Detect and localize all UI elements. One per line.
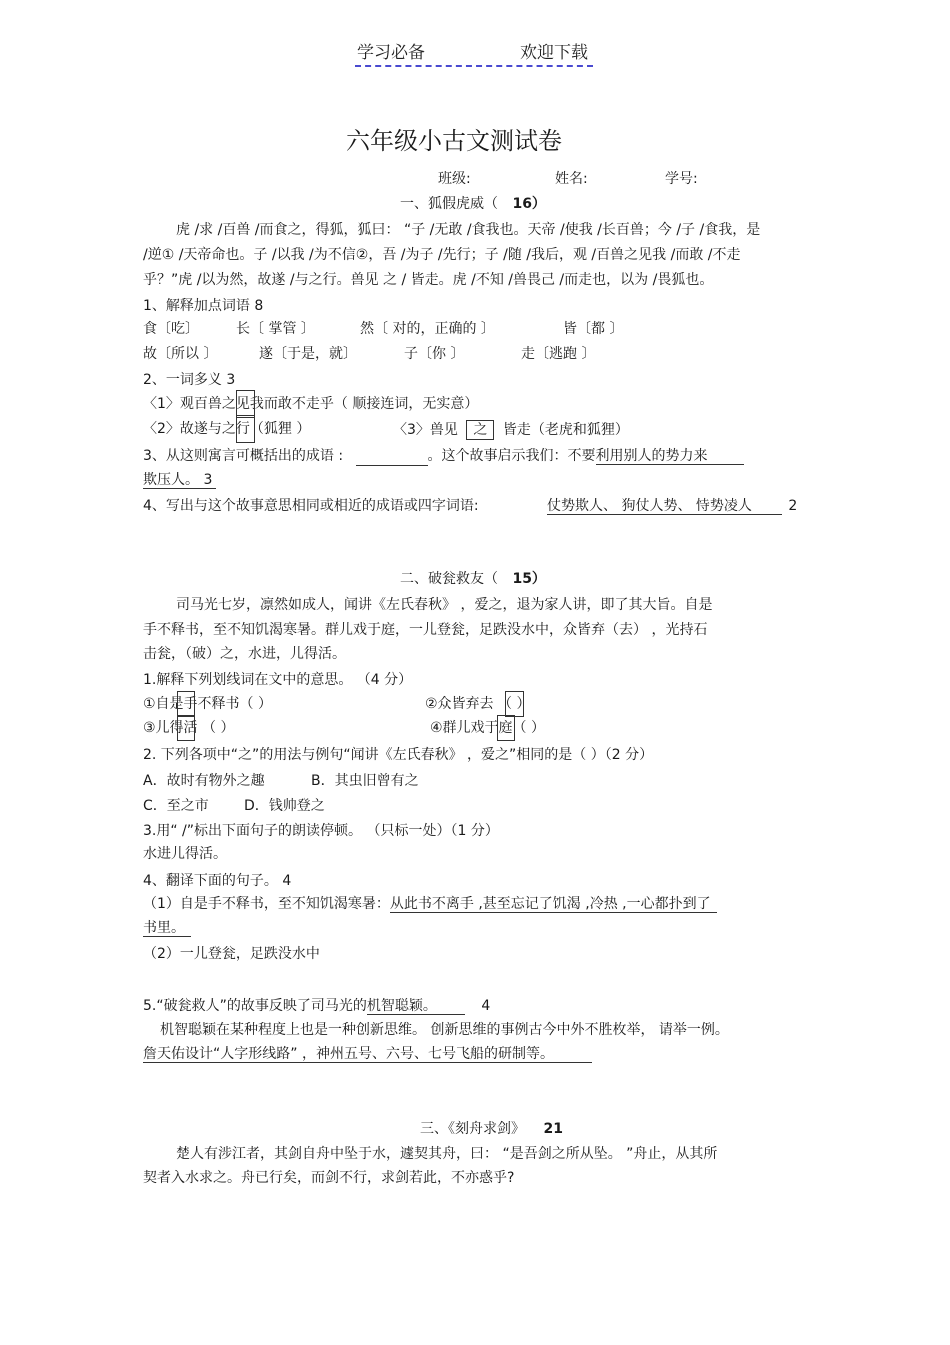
section2-para-line2: 手不释书，至不知饥渴寒暑。群儿戏于庭，一儿登瓮，足跌没水中，众皆弃（去） ，光持石 <box>143 622 708 638</box>
s2-q4-item1-answer-line2: 书里。 <box>143 920 191 937</box>
section1-score: 16） <box>512 196 546 212</box>
s2-question1: 1.解释下列划线词在文中的意思。 （4 分） <box>143 672 413 688</box>
s1-q3-prompt: 3、从这则寓言可概括出的成语 : <box>143 448 344 464</box>
s2-q5-answer: 机智聪颖。 <box>367 998 465 1015</box>
s2-q5-paragraph: 机智聪颖在某种程度上也是一种创新思维。 创新思维的事例古今中外不胜枚举， 请举一例。 <box>160 1022 729 1038</box>
blank-line <box>356 447 428 466</box>
section3-para-line1: 楚人有涉江者，其剑自舟中坠于水，遽契其舟，曰： “是吾剑之所从坠。 ”舟止，从其所 <box>176 1146 718 1162</box>
s1-q1-answer-so: 故〔所以 〕 <box>143 346 218 362</box>
section1-para-line1: 虎 /求 /百兽 /而食之，得狐，狐曰： “子 /无敢 /食我也。天帝 /使我 /长百兽；今 /子 /食我，是 <box>176 222 761 238</box>
s1-q2-item3-post: 皆走（老虎和狐狸） <box>502 422 629 438</box>
header-left: 学习必备 <box>357 43 425 63</box>
s2-question4: 4、翻译下面的句子。 4 <box>143 873 292 889</box>
marker-box <box>177 691 195 717</box>
section2-title <box>400 570 546 588</box>
s2-q4-item2: （2）一儿登瓮，足跌没水中 <box>143 946 320 962</box>
section2-score: 15） <box>512 571 546 587</box>
s2-q5-answer2: 詹天佑设计“人字形线路” ，神州五号、六号、七号飞船的研制等。 <box>143 1046 592 1063</box>
s1-q1-answer-lead: 长〔 掌管 〕 <box>236 321 315 337</box>
s2-question3: 3.用“ /”标出下面句子的朗读停顿。 （只标一处）（1 分） <box>143 823 499 839</box>
s2-q5-score: 4 <box>481 998 491 1014</box>
s2-q1-item3: ③儿得活 （ ） <box>143 720 235 736</box>
s2-q4-item1-answer-cont <box>143 919 191 937</box>
section2-title-text: 二、破瓮救友（ <box>400 571 498 587</box>
s1-q1-answer-eat: 食〔吃〕 <box>143 321 199 337</box>
section1-para-line3: 乎？”虎 /以为然，故遂 /与之行。兽见 之 / 皆走。虎 /不知 /兽畏己 /而走也，以为 /畏狐也。 <box>143 272 714 288</box>
section3-title-text: 三、《刻舟求剑》 <box>420 1121 525 1137</box>
s2-question2: 2. 下列各项中“之”的用法与例句“闻讲《左氏春秋》 ，爱之”相同的是（ ）（2 分） <box>143 747 654 763</box>
s1-q3-middle: 。这个故事启示我们：不要 <box>427 448 596 464</box>
section2-para-line1: 司马光七岁，凛然如成人，闻讲《左氏春秋》 ，爱之，退为家人讲，即了其大旨。自是 <box>176 597 713 613</box>
s2-q5-answer2-wrap <box>143 1045 592 1063</box>
marker-box <box>505 691 524 717</box>
s1-q3-answer: 利用别人的势力来 <box>596 448 744 465</box>
section3-score: 21 <box>543 1121 563 1137</box>
s1-q2-item2: 〈2〉故遂与之行（狐狸 ） <box>143 421 311 437</box>
marker-box <box>177 715 195 741</box>
s1-question2: 2、一词多义 3 <box>143 372 236 388</box>
s2-q2-option-b: B．其虫旧曾有之 <box>311 773 419 789</box>
section3-title <box>420 1120 563 1138</box>
section1-title <box>400 195 546 213</box>
s1-q2-item3 <box>393 420 629 440</box>
s2-q2-option-c: C．至之市 <box>143 798 209 814</box>
section2-para-line3: 击瓮，（破）之，水进，儿得活。 <box>143 646 346 662</box>
student-id-label: 学号: <box>665 171 698 187</box>
marker-box <box>236 390 255 418</box>
header-right: 欢迎下载 <box>520 43 588 63</box>
page-title: 六年级小古文测试卷 <box>346 127 562 155</box>
s1-q4-answer-text: 仗势欺人、 狗仗人势、 恃势凌人 <box>547 498 782 515</box>
section3-para-line2: 契者入水求之。舟已行矣，而剑不行，求剑若此，不亦惑乎? <box>143 1170 515 1186</box>
s1-q2-item3-pre: 〈3〉兽见 <box>393 422 458 438</box>
s1-q1-answer-all: 皆〔都 〕 <box>563 321 624 337</box>
s2-q5-prompt: 5.“破瓮救人”的故事反映了司马光的 <box>143 998 367 1014</box>
class-label: 班级: <box>438 171 471 187</box>
s1-q4-score: 2 <box>788 498 798 514</box>
marker-box <box>497 715 515 741</box>
s1-q1-answer-you: 子〔你 〕 <box>404 346 465 362</box>
s2-q2-option-a: A．故时有物外之趣 <box>143 773 265 789</box>
s2-q3-sentence: 水进儿得活。 <box>143 846 227 862</box>
s2-q1-item2: ②众皆弃去 （ ） <box>425 696 531 712</box>
s1-q1-answer-then: 遂〔于是，就〕 <box>259 346 357 362</box>
s2-q4-item1-prompt: （1）自是手不释书，至不知饥渴寒暑： <box>143 896 390 912</box>
s1-q1-answer-right: 然〔 对的，正确的 〕 <box>360 321 495 337</box>
header-divider <box>355 65 593 67</box>
s1-q3-answer-line2: 欺压人。 3 <box>143 472 216 489</box>
s2-question5 <box>143 997 490 1015</box>
s1-question4: 4、写出与这个故事意思相同或相近的成语或四字词语: <box>143 498 479 514</box>
s2-q1-item1: ①自是手不释书（ ） <box>143 696 273 712</box>
s1-q3-answer-cont <box>143 471 216 489</box>
section1-title-text: 一、狐假虎威（ <box>400 196 498 212</box>
s1-q2-item1: 〈1〉观百兽之见我而敢不走乎（ 顺接连词，无实意） <box>143 396 479 412</box>
s1-q1-answer-run: 走〔逃跑 〕 <box>521 346 596 362</box>
s2-q1-item4: ④群儿戏于庭（ ） <box>430 720 546 736</box>
s2-q4-item1 <box>143 895 717 913</box>
s1-question3 <box>143 447 744 466</box>
s2-q2-option-d: D．钱帅登之 <box>244 798 325 814</box>
boxed-word: 之 <box>466 420 494 440</box>
section1-para-line2: /逆① /天帝命也。子 /以我 /为不信②，吾 /为子 /先行；子 /随 /我后，观 /百兽之见我 /而敢 /不走 <box>143 247 741 263</box>
s1-question1: 1、解释加点词语 8 <box>143 298 264 314</box>
s1-q4-answer <box>547 497 797 515</box>
s2-q4-item1-answer: 从此书不离手 ,甚至忘记了饥渴 ,冷热 ,一心都扑到了 <box>390 896 717 913</box>
marker-box <box>236 415 255 443</box>
name-label: 姓名: <box>555 171 588 187</box>
